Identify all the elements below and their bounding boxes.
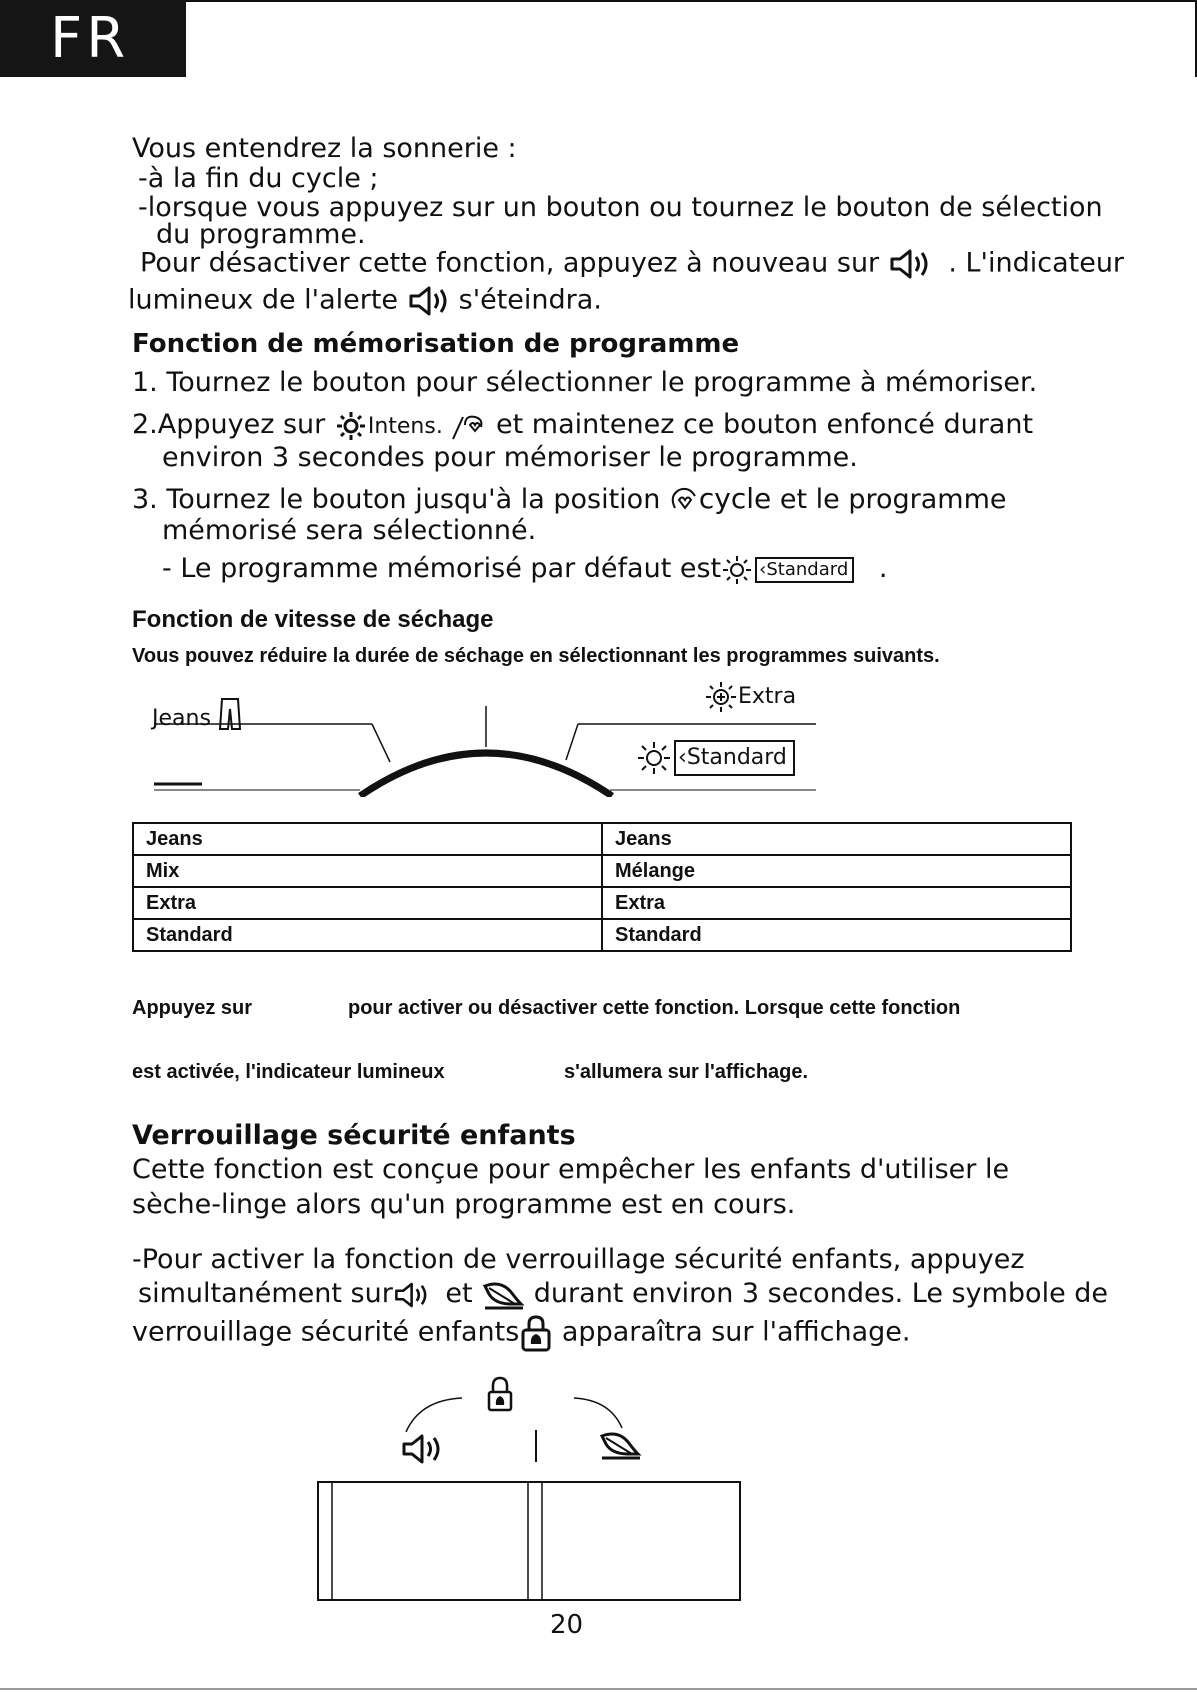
childlock-p1: Cette fonction est conçue pour empêcher les enfants d'utiliser le (132, 1154, 1010, 1185)
standard-badge-label: Standard (766, 558, 849, 580)
childlock-p4 (138, 1278, 1108, 1311)
memory-step-2 (132, 409, 1033, 441)
memory-default (162, 553, 887, 586)
childlock-heading: Verrouillage sécurité enfants (132, 1120, 576, 1151)
lock-icon (519, 1314, 553, 1352)
table-row (133, 919, 1071, 951)
speed-note-2b: s'allumera sur l'affichage. (564, 1061, 809, 1083)
language-tab: FR (0, 0, 186, 77)
leaf-icon (481, 1280, 525, 1310)
speed-intro: Vous pouvez réduire la durée de séchage en sélectionnant les programmes suivants. (132, 645, 940, 667)
dial-extra (704, 680, 796, 714)
table-cell: Mélange (602, 855, 1071, 887)
childlock-p5-tail: apparaîtra sur l'affichage. (561, 1316, 911, 1348)
speed-note-1b: pour activer ou désactiver cette fonction. Lorsque cette fonction (348, 997, 961, 1019)
dial-standard-label: Standard (686, 745, 787, 770)
table-cell: Mix (133, 855, 602, 887)
table-row (133, 823, 1071, 855)
speaker-icon (407, 284, 459, 318)
jeans-icon (218, 697, 242, 731)
cycle-label: cycle (698, 482, 772, 515)
table-cell: Jeans (133, 823, 602, 855)
table-cell: Standard (133, 919, 602, 951)
header-rule (186, 0, 1197, 2)
alert-line-5-text: Pour désactiver cette fonction, appuyez à nouveau sur (140, 247, 880, 279)
heart-cycle-icon (669, 486, 699, 516)
memory-step-3-text: 3. Tournez le bouton jusqu'à la position (132, 484, 661, 515)
sun-icon (334, 411, 368, 441)
program-table (132, 822, 1072, 952)
alert-line-3: -lorsque vous appuyez sur un bouton ou tournez le bouton de sélection (138, 192, 1103, 223)
childlock-p4-text: simultanément sur (138, 1278, 393, 1309)
childlock-p2: sèche-linge alors qu'un programme est en cours. (132, 1189, 796, 1220)
dial-jeans (152, 697, 242, 731)
dial-extra-label: Extra (738, 684, 797, 709)
standard-badge: ‹Standard (755, 557, 854, 583)
memory-step-2-text: 2.Appuyez sur (132, 409, 326, 440)
table-cell: Standard (602, 919, 1071, 951)
alert-line-1: Vous entendrez la sonnerie : (132, 133, 517, 164)
table-row (133, 855, 1071, 887)
dial-standard (636, 740, 795, 776)
lock-icon (489, 1378, 511, 1410)
table-row (133, 887, 1071, 919)
memory-default-text: - Le programme mémorisé par défaut est (162, 553, 722, 584)
speed-note-2a: est activée, l'indicateur lumineux (132, 1061, 445, 1083)
childlock-p5-text: verrouillage sécurité enfants (132, 1316, 520, 1348)
heart-cycle-icon (451, 411, 487, 441)
control-panel-illustration (310, 1370, 750, 1602)
alert-line-2: -à la fin du cycle ; (138, 163, 379, 194)
memory-step-2-cont: environ 3 secondes pour mémoriser le programme. (162, 442, 858, 473)
dial-standard-badge: ‹Standard (674, 740, 795, 776)
table-cell: Extra (133, 887, 602, 919)
sun-plus-icon (704, 680, 738, 714)
alert-line-4: du programme. (156, 219, 366, 250)
intens-label: Intens. (367, 414, 443, 439)
childlock-p4-and: et (445, 1278, 473, 1309)
memory-step-3-tail: et le programme (779, 484, 1007, 515)
speaker-icon (393, 1279, 437, 1311)
alert-line-5-tail: . L'indicateur (948, 247, 1125, 279)
speaker-icon (404, 1436, 438, 1462)
memory-step-2-tail: et maintenez ce bouton enfoncé durant (496, 409, 1034, 440)
table-cell: Jeans (602, 823, 1071, 855)
memory-step-3-cont: mémorisé sera sélectionné. (162, 515, 537, 546)
sun-icon (721, 554, 753, 586)
leaf-icon (602, 1434, 640, 1458)
sun-icon (636, 740, 672, 776)
table-cell: Extra (602, 887, 1071, 919)
childlock-p4-tail: durant environ 3 secondes. Le symbole de (533, 1278, 1109, 1309)
speed-heading: Fonction de vitesse de séchage (132, 606, 494, 633)
memory-step-1: 1. Tournez le bouton pour sélectionner le programme à mémoriser. (132, 367, 1038, 398)
page-number: 20 (550, 1610, 584, 1640)
dial-jeans-label: Jeans (152, 706, 211, 731)
alert-line-6-tail: s'éteindra. (458, 284, 602, 316)
childlock-p5 (132, 1314, 911, 1352)
speed-note-1a: Appuyez sur (132, 997, 253, 1019)
alert-line-5 (140, 247, 1124, 281)
memory-heading: Fonction de mémorisation de programme (132, 329, 740, 359)
alert-line-6 (128, 284, 602, 318)
alert-line-6-text: lumineux de l'alerte (128, 284, 399, 316)
memory-default-period: . (878, 553, 888, 584)
memory-step-3 (132, 482, 1007, 516)
speaker-icon (888, 247, 940, 281)
childlock-p3: -Pour activer la fonction de verrouillage sécurité enfants, appuyez (132, 1244, 1025, 1275)
footer-rule (0, 1688, 1197, 1690)
